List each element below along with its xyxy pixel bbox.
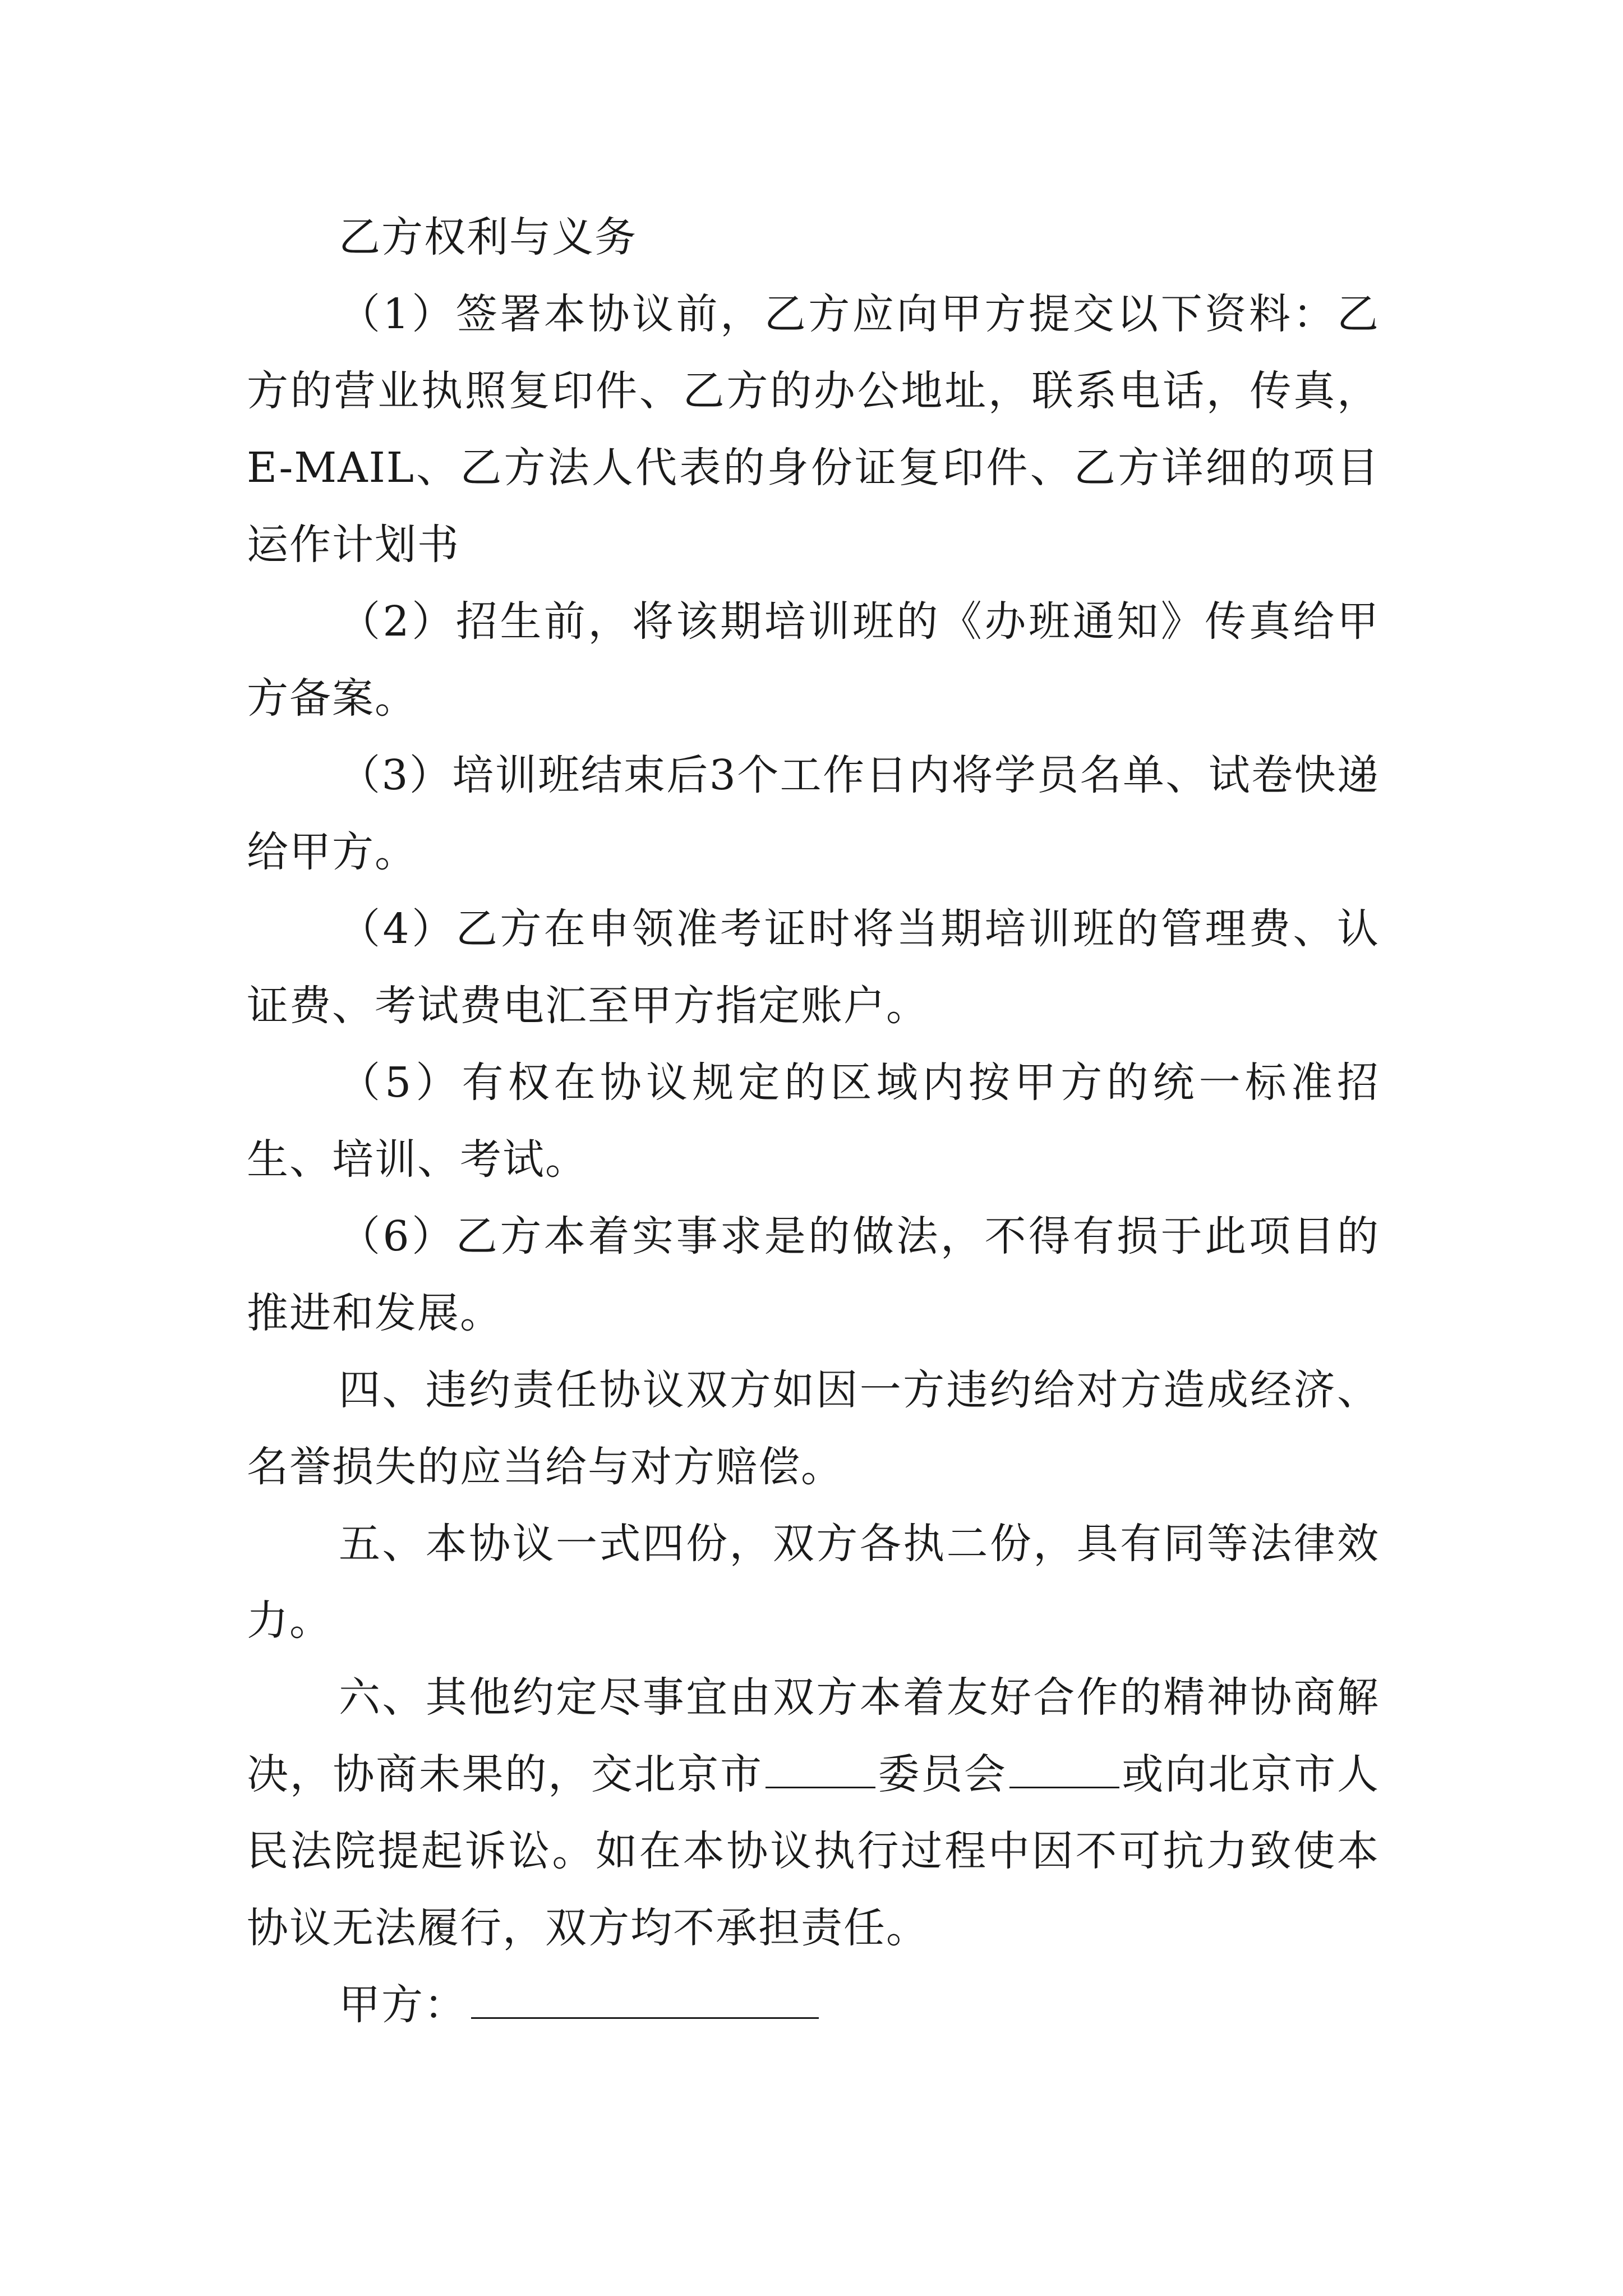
document-body (247, 199, 1380, 2044)
dispute-text-part2: 委员会 (877, 1750, 1007, 1798)
obligation-item-6: （6）乙方本着实事求是的做法，不得有损于此项目的推进和发展。 (247, 1212, 1380, 1337)
signature-party-a (247, 1967, 1380, 2044)
copies-clause: 五、本协议一式四份，双方各执二份，具有同等法律效力。 (247, 1520, 1380, 1645)
blank-line-city-committee (766, 1750, 875, 1788)
obligation-item-4: （4）乙方在申领准考证时将当期培训班的管理费、认证费、考试费电汇至甲方指定账户。 (247, 905, 1380, 1030)
breach-liability-clause: 四、违约责任协议双方如因一方违约给对方造成经济、名誉损失的应当给与对方赔偿。 (247, 1366, 1380, 1491)
dispute-text-part3: 或向北京市人民法院提起诉讼。如在本协议执行过程中因不可抗力致使本协议无法履行，双方均不承担责任。 (247, 1750, 1380, 1952)
dispute-text-part1: 六、其他约定尽事宜由双方本着友好合作的精神协商解决，协商未果的，交北京市 (247, 1673, 1380, 1798)
obligation-item-2: （2）招生前，将该期培训班的《办班通知》传真给甲方备案。 (247, 597, 1380, 723)
party-a-signature-line (471, 1980, 819, 2019)
dispute-resolution-clause (247, 1659, 1380, 1967)
blank-line-committee-name (1009, 1750, 1119, 1788)
section-heading: 乙方权利与义务 (339, 213, 637, 261)
obligation-item-5: （5）有权在协议规定的区域内按甲方的统一标准招生、培训、考试。 (247, 1059, 1380, 1184)
obligation-item-3: （3）培训班结束后3个工作日内将学员名单、试卷快递给甲方。 (247, 751, 1380, 876)
party-a-label: 甲方： (339, 1981, 467, 2029)
obligation-item-1: （1）签署本协议前，乙方应向甲方提交以下资料：乙方的营业执照复印件、乙方的办公地址，联系电话，传真，E-MAIL、乙方法人代表的身份证复印件、乙方详细的项目运作计划书 (247, 290, 1380, 569)
